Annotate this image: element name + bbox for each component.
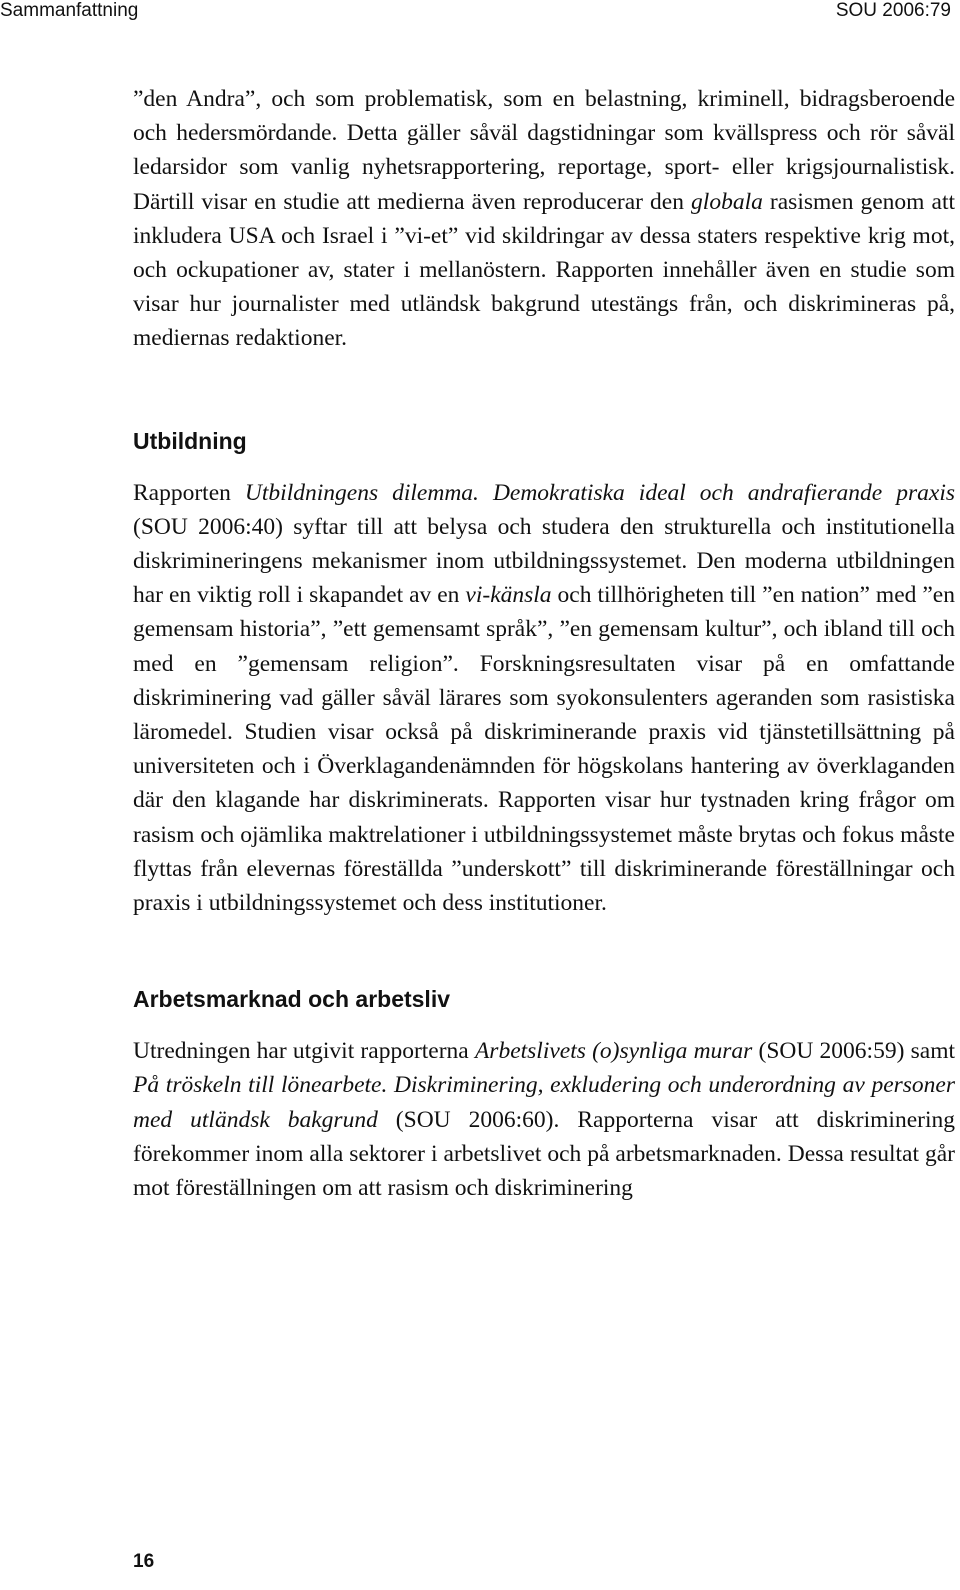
- page-body: [133, 82, 955, 1205]
- italic-report-title: Utbildningens dilemma. Demokratiska ideal och andrafierande praxis: [244, 479, 955, 506]
- italic-term: globala: [691, 188, 763, 215]
- running-header: [0, 0, 960, 26]
- body-paragraph-education: [133, 476, 955, 921]
- section-heading-labour: Arbetsmarknad och arbetsliv: [133, 986, 451, 1013]
- text-run: rasismen genom att inkludera USA och Israel i ”vi-et” vid skildringar av dessa staters respektive krig mot, och ockupationer av, stater i mellanöstern. Rapporten innehåller även en studie som visar hur journalister med utländsk bakgrund utestängs från, och diskrimineras på, mediernas redaktioner.: [133, 188, 955, 352]
- italic-term: vi-känsla: [465, 582, 552, 609]
- text-run: Rapporten: [133, 479, 245, 506]
- header-section-title: Sammanfattning: [0, 0, 139, 21]
- italic-report-title: Arbetslivets (o)synliga murar: [474, 1038, 753, 1065]
- body-paragraph-labour: [133, 1034, 955, 1205]
- italic-report-title: På tröskeln till lönearbete. Diskriminering, exkludering och underordning av personer med utländsk bakgrund: [133, 1072, 955, 1133]
- body-paragraph-media: [133, 82, 955, 356]
- page-number: 16: [133, 1551, 155, 1572]
- text-run: (SOU 2006:40) syftar till att belysa och studera den strukturella och institutionella diskrimineringens mekanismer inom utbildningssystemet. Den moderna utbildningen har en viktig roll i skapandet av en: [133, 513, 955, 609]
- text-run: Utredningen har utgivit rapporterna: [133, 1038, 475, 1065]
- text-run: (SOU 2006:60). Rapporterna visar att diskriminering förekommer inom alla sektorer i arbetslivet och på arbetsmarknaden. Dessa resultat går mot föreställningen om att rasism och diskriminering: [133, 1106, 955, 1202]
- section-heading-education: Utbildning: [133, 427, 247, 454]
- header-document-id: SOU 2006:79: [835, 0, 951, 21]
- text-run: ”den Andra”, och som problematisk, som en belastning, kriminell, bidragsberoende och hedersmördande. Detta gäller såväl dagstidningar som kvällspress och rör såväl ledarsidor som vanlig nyhetsrapportering, reportage, sport- eller krigsjournalistisk. Därtill visar en studie att medierna även reproducerar den: [133, 86, 955, 215]
- text-run: (SOU 2006:59) samt: [752, 1038, 955, 1065]
- text-run: och tillhörigheten till ”en nation” med ”en gemensam historia”, ”ett gemensamt språk”, ”en gemensam kultur”, och ibland till och med en ”gemensam religion”. Forskningsresultaten visar på en omfattande diskriminering vad gäller såväl lärares som syokonsulenters ageranden som rasistiska läromedel. Studien visar också på diskriminerande praxis vid tjänstetillsättning på universiteten och i Överklagandenämnden för högskolans hantering av överklaganden där den klagande har diskriminerats. Rapporten visar hur tystnaden kring frågor om rasism och ojämlika maktrelationer i utbildningssystemet måste brytas och fokus måste flyttas från elevernas föreställda ”underskott” till diskriminerande föreställningar och praxis i utbildningssystemet och dess institutioner.: [133, 582, 955, 917]
